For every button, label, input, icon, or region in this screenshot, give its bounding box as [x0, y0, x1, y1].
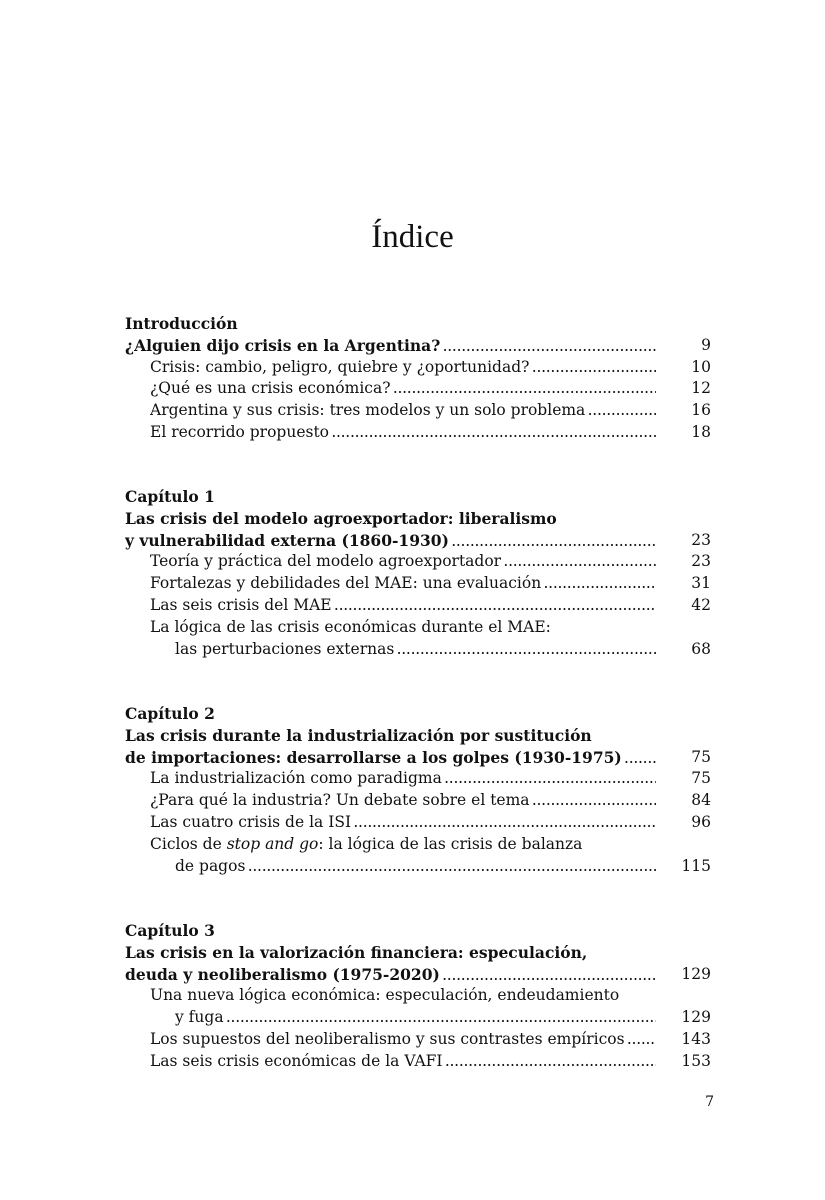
toc-entry: [125, 357, 711, 379]
section-label: Capítulo 2: [125, 704, 215, 723]
toc-entry: [125, 530, 711, 552]
page-title: Índice: [371, 219, 454, 255]
toc-entry: [125, 1007, 711, 1029]
toc-chapter-3: [125, 920, 711, 1073]
chapter-heading: Las crisis en la valorización financiera: especulación,: [125, 942, 588, 962]
toc-entry: [125, 378, 711, 400]
page-number: 129: [681, 964, 711, 983]
toc-entry: [125, 747, 711, 769]
page-folio: 7: [705, 1094, 714, 1110]
page-number: 75: [691, 769, 711, 788]
toc-entry: [125, 400, 711, 422]
page-number: 9: [701, 335, 711, 354]
page-number: 23: [691, 530, 711, 549]
entry-title: La industrialización como paradigma . . .: [150, 768, 656, 790]
section-label: Introducción: [125, 314, 238, 333]
toc-entry: [125, 768, 711, 790]
page-number: 31: [691, 574, 711, 593]
entry-title-line: Una nueva lógica económica: especulación, endeudamiento: [150, 986, 620, 1005]
page-number: 153: [681, 1051, 711, 1070]
page-number: 75: [691, 747, 711, 766]
entry-title: y vulnerabilidad externa (1860-1930) . . .: [125, 530, 656, 553]
page-number: 68: [691, 639, 711, 658]
section-label: Capítulo 1: [125, 487, 215, 506]
page-number: 96: [691, 812, 711, 831]
entry-title: Argentina y sus crisis: tres modelos y un solo problema . . .: [150, 400, 656, 422]
chapter-heading: Las crisis durante la industrialización por sustitución: [125, 725, 592, 745]
entry-title: de pagos . . .: [175, 856, 656, 878]
toc-entry: [125, 812, 711, 834]
toc-chapter-1: [125, 486, 711, 660]
entry-title: Crisis: cambio, peligro, quiebre y ¿oportunidad? . . .: [150, 357, 656, 379]
entry-title: de importaciones: desarrollarse a los golpes (1930-1975) . . .: [125, 747, 656, 770]
page-number: 143: [681, 1029, 711, 1048]
entry-title: Teoría y práctica del modelo agroexportador . . .: [150, 551, 656, 573]
entry-title-line: La lógica de las crisis económicas durante el MAE:: [150, 617, 551, 636]
page-number: 115: [681, 856, 711, 875]
toc-entry: [125, 964, 711, 986]
entry-title: Las seis crisis económicas de la VAFI . . .: [150, 1051, 656, 1073]
toc-entry: [125, 335, 711, 357]
entry-title: El recorrido propuesto . . .: [150, 422, 656, 444]
toc-entry: [125, 856, 711, 878]
toc-entry: [125, 595, 711, 617]
chapter-heading: Las crisis del modelo agroexportador: liberalismo: [125, 508, 557, 528]
page-number: 129: [681, 1008, 711, 1027]
entry-title-line: Ciclos de stop and go: la lógica de las crisis de balanza: [150, 834, 583, 853]
toc-entry: [125, 551, 711, 573]
page-number: 23: [691, 552, 711, 571]
page-number: 12: [691, 379, 711, 398]
toc-entry: [125, 573, 711, 595]
page-number: 10: [691, 357, 711, 376]
page-number: 84: [691, 791, 711, 810]
entry-title: ¿Qué es una crisis económica? . . .: [150, 378, 656, 400]
entry-title: las perturbaciones externas . . .: [175, 639, 656, 661]
page-number: 16: [691, 401, 711, 420]
toc-chapter-2: [125, 703, 711, 877]
page-number: 42: [691, 595, 711, 614]
toc-entry: [125, 639, 711, 661]
entry-title: y fuga . . .: [175, 1007, 656, 1029]
entry-title: Los supuestos del neoliberalismo y sus contrastes empíricos . . .: [150, 1029, 656, 1051]
toc-introduction: [125, 313, 711, 444]
entry-title: deuda y neoliberalismo (1975-2020) . . .: [125, 964, 656, 987]
entry-title: ¿Alguien dijo crisis en la Argentina? . . .: [125, 335, 656, 358]
toc-entry: [125, 1051, 711, 1073]
page-number: 18: [691, 422, 711, 441]
entry-title: ¿Para qué la industria? Un debate sobre el tema . . .: [150, 790, 656, 812]
entry-title: Fortalezas y debilidades del MAE: una evaluación . . .: [150, 573, 656, 595]
toc-entry: [125, 1029, 711, 1051]
entry-title: Las cuatro crisis de la ISI . . .: [150, 812, 656, 834]
entry-title: Las seis crisis del MAE . . .: [150, 595, 656, 617]
section-label: Capítulo 3: [125, 921, 215, 940]
toc-entry: [125, 790, 711, 812]
toc-entry: [125, 422, 711, 444]
